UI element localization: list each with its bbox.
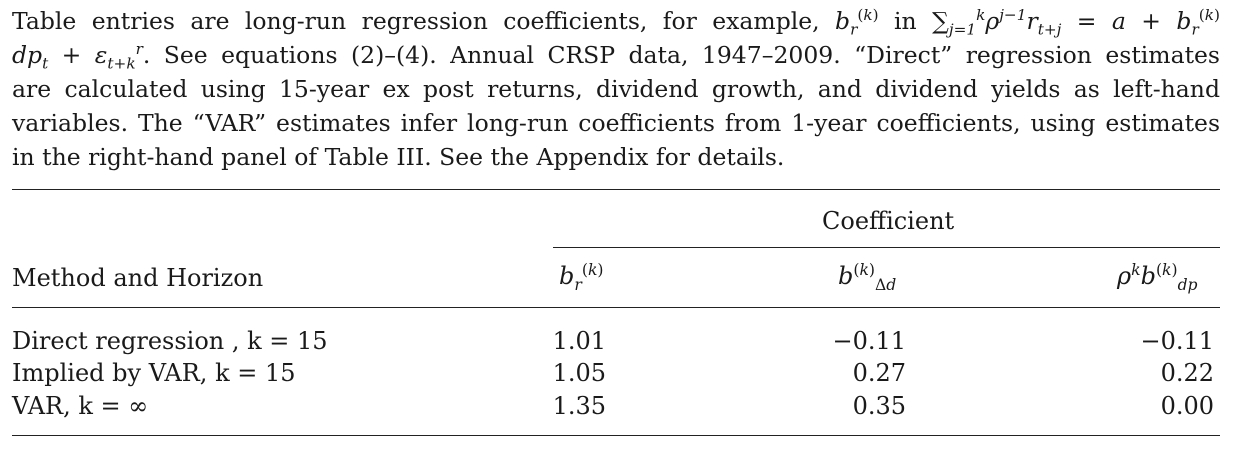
caption-line-1: Table entries are long-run regression coefficients, for example, $b_r^{(k)}$ in $\sum_{j=1}^k\rho^{j-1}r_{t+j} = a + b_r^{(k)}$ bbox=[12, 6, 1220, 39]
header-rule bbox=[12, 307, 1220, 308]
col-header-bd: $b^{(k)}_{\Delta d}$ bbox=[838, 261, 897, 294]
method-horizon-header: Method and Horizon bbox=[12, 264, 264, 292]
col-header-bdp: $\rho^kb^{(k)}_{dp}$ bbox=[1117, 261, 1198, 294]
coefficient-group-header: Coefficient bbox=[822, 207, 955, 235]
cell-bd: 0.27 bbox=[852, 359, 906, 387]
table-top-rule bbox=[12, 189, 1220, 190]
cell-br: 1.01 bbox=[552, 327, 606, 355]
row-label: Implied by VAR, k = 15 bbox=[12, 359, 296, 387]
table-bottom-rule bbox=[12, 435, 1220, 436]
row-label: Direct regression , k = 15 bbox=[12, 327, 328, 355]
cell-bd: −0.11 bbox=[832, 327, 906, 355]
caption-line-5: in the right-hand panel of Table III. See the Appendix for details. bbox=[12, 143, 785, 171]
caption-line-3: are calculated using 15-year ex post returns, dividend growth, and dividend yields as left-hand bbox=[12, 75, 1220, 103]
caption-line-4: variables. The “VAR” estimates infer long-run coefficients from 1-year coefficients, using estimates bbox=[12, 109, 1220, 137]
group-header-rule bbox=[553, 247, 1220, 248]
cell-bdp: 0.00 bbox=[1160, 392, 1214, 420]
row-label: VAR, k = ∞ bbox=[12, 392, 149, 420]
cell-bd: 0.35 bbox=[852, 392, 906, 420]
col-header-br: $b_r^{(k)}$ bbox=[559, 261, 604, 294]
cell-br: 1.35 bbox=[552, 392, 606, 420]
caption-line-2: $dp_t + \varepsilon_{t+k}^r$. See equations (2)–(4). Annual CRSP data, 1947–2009. “Direct” regression estimates bbox=[12, 40, 1220, 73]
cell-bdp: 0.22 bbox=[1160, 359, 1214, 387]
cell-bdp: −0.11 bbox=[1140, 327, 1214, 355]
cell-br: 1.05 bbox=[552, 359, 606, 387]
table-caption bbox=[12, 4, 1220, 174]
